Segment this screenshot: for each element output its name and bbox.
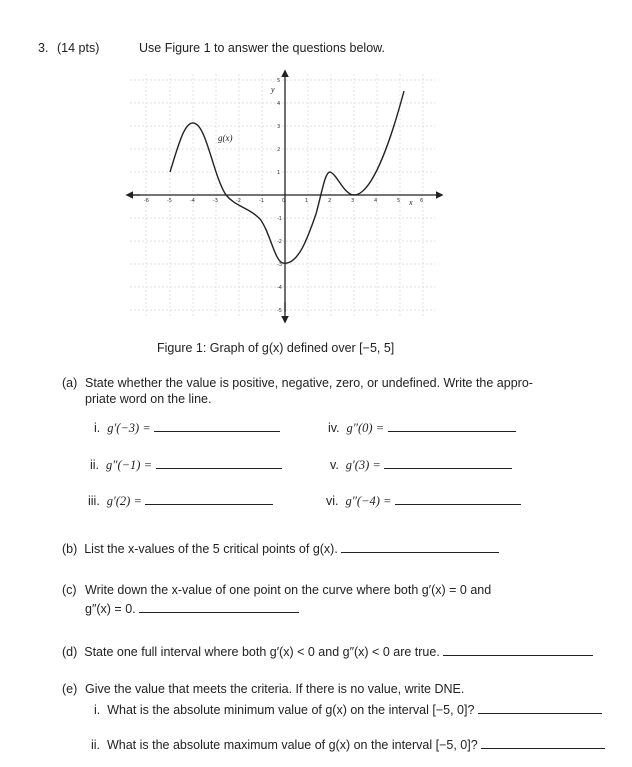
e-item-text: What is the absolute maximum value of g(x) on the interval [−5, 0]? <box>106 738 478 752</box>
problem-instruction: Use Figure 1 to answer the questions below. <box>139 41 385 55</box>
x-tick-label: 0 <box>282 198 286 204</box>
y-tick-label: -1 <box>277 216 282 222</box>
y-tick-label: -2 <box>277 239 282 245</box>
x-tick-label: -1 <box>259 198 264 204</box>
part-a-label: (a) <box>62 376 78 390</box>
part-d-label: (d) <box>62 645 78 659</box>
problem-number: 3. <box>38 41 49 55</box>
y-tick-label: 3 <box>277 124 281 130</box>
curve-g <box>170 91 404 263</box>
a-item-num: iii. <box>88 494 100 508</box>
a-item-ii <box>90 456 282 473</box>
answer-line-e-i[interactable] <box>478 701 602 714</box>
answer-line-a-iii[interactable] <box>145 492 273 505</box>
y-tick-label: 5 <box>277 78 281 84</box>
y-tick-label: 1 <box>277 170 281 176</box>
x-tick-label: 3 <box>351 198 355 204</box>
a-item-num: i. <box>94 421 101 435</box>
answer-line-c[interactable] <box>139 600 299 613</box>
a-item-iii <box>88 492 273 509</box>
part-c-label: (c) <box>62 583 77 597</box>
x-tick-label: -6 <box>144 198 149 204</box>
figure-1-graph <box>120 62 446 327</box>
a-item-i <box>94 419 280 436</box>
problem-points: (14 pts) <box>57 41 100 55</box>
answer-line-a-i[interactable] <box>154 419 280 432</box>
a-item-expr: g″(−4) = <box>345 494 392 508</box>
x-tick-label: -3 <box>213 198 218 204</box>
curve-label: g(x) <box>218 133 233 143</box>
e-item-i <box>94 701 602 717</box>
part-e-label: (e) <box>62 682 78 696</box>
a-item-v <box>330 456 512 473</box>
a-item-expr: g′(−3) = <box>107 421 151 435</box>
part-b <box>62 540 499 556</box>
answer-line-a-iv[interactable] <box>388 419 516 432</box>
a-item-num: v. <box>330 458 339 472</box>
e-item-num: i. <box>94 703 101 717</box>
y-tick-label: -3 <box>277 262 282 268</box>
e-item-num: ii. <box>91 738 101 752</box>
a-item-iv <box>328 419 516 436</box>
answer-line-a-ii[interactable] <box>156 456 282 469</box>
y-tick-label: -4 <box>277 285 282 291</box>
a-item-expr: g″(−1) = <box>105 458 153 472</box>
a-item-num: iv. <box>328 421 340 435</box>
y-tick-label: 4 <box>277 101 281 107</box>
x-tick-label: -5 <box>167 198 172 204</box>
y-tick-label: -5 <box>277 308 282 314</box>
answer-line-d[interactable] <box>443 643 593 656</box>
x-tick-label: 2 <box>328 198 332 204</box>
part-e-text: Give the value that meets the criteria. If there is no value, write DNE. <box>85 682 465 696</box>
a-item-expr: g′(3) = <box>345 458 381 472</box>
a-item-vi <box>326 492 521 509</box>
part-a-text-1: State whether the value is positive, negative, zero, or undefined. Write the appro- <box>85 376 533 390</box>
a-item-num: ii. <box>90 458 100 472</box>
part-a-text-2: priate word on the line. <box>85 392 212 406</box>
part-b-label: (b) <box>62 542 78 556</box>
part-d-text: State one full interval where both g′(x) < 0 and g″(x) < 0 are true. <box>84 645 440 659</box>
part-c-line-2 <box>85 600 299 616</box>
x-tick-label: 1 <box>305 198 309 204</box>
x-tick-label: 5 <box>397 198 401 204</box>
answer-line-a-v[interactable] <box>384 456 512 469</box>
y-axis-label: y <box>271 85 275 94</box>
figure-caption: Figure 1: Graph of g(x) defined over [−5, 5] <box>157 341 395 355</box>
e-item-text: What is the absolute minimum value of g(x) on the interval [−5, 0]? <box>107 703 475 717</box>
part-c-text-2: g″(x) = 0. <box>85 602 136 616</box>
answer-line-b[interactable] <box>341 540 499 553</box>
x-tick-label: -2 <box>236 198 241 204</box>
answer-line-e-ii[interactable] <box>481 736 605 749</box>
x-tick-label: -4 <box>190 198 195 204</box>
x-tick-label: 6 <box>420 198 424 204</box>
part-b-text: List the x-values of the 5 critical points of g(x). <box>84 542 338 556</box>
x-tick-label: 4 <box>374 198 378 204</box>
part-d <box>62 643 593 659</box>
e-item-ii <box>91 736 605 752</box>
answer-line-a-vi[interactable] <box>395 492 521 505</box>
part-c-text-1: Write down the x-value of one point on the curve where both g′(x) = 0 and <box>85 583 492 597</box>
y-tick-label: 2 <box>277 147 281 153</box>
x-axis-label: x <box>409 198 413 207</box>
a-item-expr: g″(0) = <box>346 421 385 435</box>
a-item-num: vi. <box>326 494 339 508</box>
a-item-expr: g′(2) = <box>106 494 142 508</box>
